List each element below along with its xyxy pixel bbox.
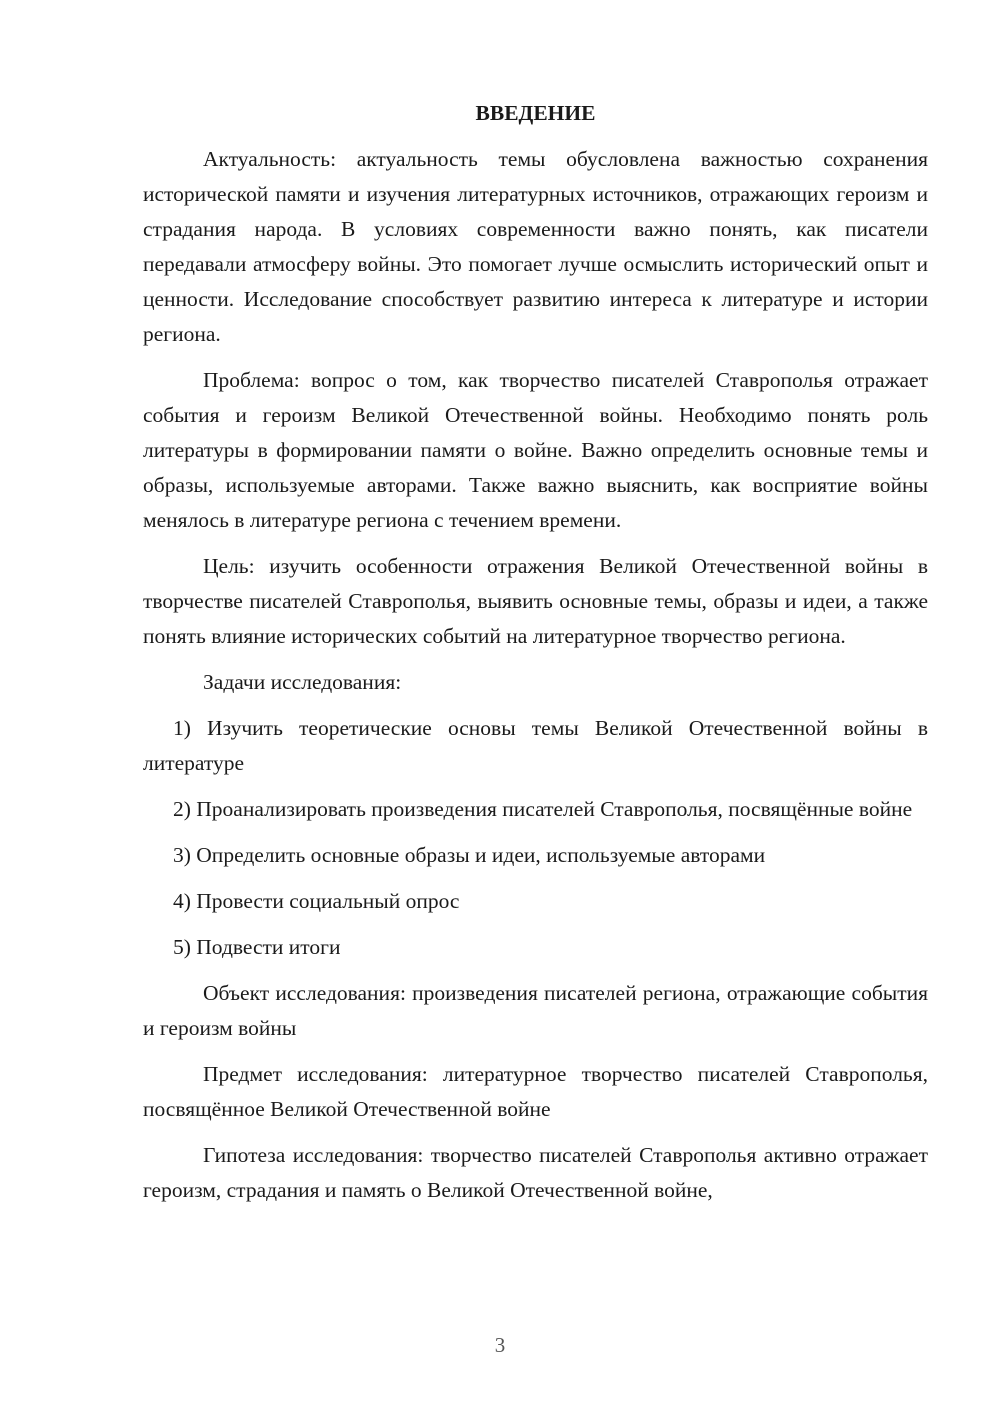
task-item: 1) Изучить теоретические основы темы Великой Отечественной войны в литературе <box>143 716 928 775</box>
paragraph-subject: Предмет исследования: литературное творчество писателей Ставрополья, посвящённое Великой Отечественной войне <box>143 1062 928 1121</box>
paragraph-relevance: Актуальность: актуальность темы обусловлена важностью сохранения исторической памяти и изучения литературных источников, отражающих героизм и страдания народа. В условиях современности важно понять, как писатели передавали атмосферу войны. Это помогает лучше осмыслить исторический опыт и ценности. Исследование способствует развитию интереса к литературе и истории региона. <box>143 147 928 346</box>
tasks-heading: Задачи исследования: <box>203 670 402 694</box>
task-item: 5) Подвести итоги <box>173 935 341 959</box>
task-item: 4) Провести социальный опрос <box>173 889 460 913</box>
paragraph-problem: Проблема: вопрос о том, как творчество писателей Ставрополья отражает события и героизм Великой Отечественной войны. Необходимо понять роль литературы в формировании памяти о войне. Важно определить основные темы и образы, используемые авторами. Также важно выяснить, как восприятие войны менялось в литературе региона с течением времени. <box>143 368 928 532</box>
page-number: 3 <box>494 1333 506 1357</box>
task-item: 2) Проанализировать произведения писателей Ставрополья, посвящённые войне <box>173 797 913 821</box>
task-item: 3) Определить основные образы и идеи, используемые авторами <box>173 843 766 867</box>
paragraph-hypothesis: Гипотеза исследования: творчество писателей Ставрополья активно отражает героизм, страдания и память о Великой Отечественной войне, <box>143 1143 928 1202</box>
section-title: ВВЕДЕНИЕ <box>475 101 596 125</box>
paragraph-object: Объект исследования: произведения писателей региона, отражающие события и героизм войны <box>143 981 928 1040</box>
paragraph-goal: Цель: изучить особенности отражения Великой Отечественной войны в творчестве писателей Ставрополья, выявить основные темы, образы и идеи, а также понять влияние исторических событий на литературное творчество региона. <box>143 554 928 648</box>
document-page <box>143 96 928 1219</box>
